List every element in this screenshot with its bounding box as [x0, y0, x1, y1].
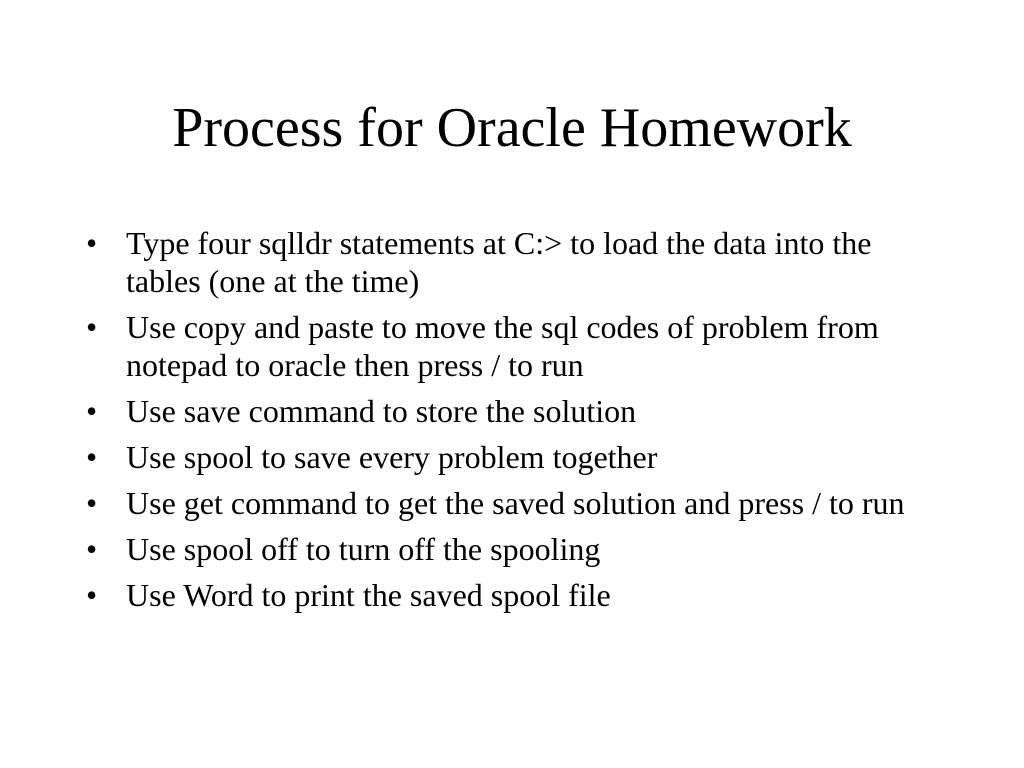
bullet-icon: •	[86, 225, 98, 261]
bullet-item	[84, 438, 944, 476]
bullet-text: Use Word to print the saved spool file	[126, 577, 611, 613]
bullet-item	[84, 576, 944, 614]
bullet-text: Use get command to get the saved solution and press / to run	[126, 485, 905, 521]
bullet-icon: •	[86, 393, 98, 429]
bullet-text: Use copy and paste to move the sql codes of problem from notepad to oracle then press / to run	[126, 309, 879, 383]
bullet-text: Type four sqlldr statements at C:> to load the data into the tables (one at the time)	[126, 225, 872, 299]
bullet-item	[84, 308, 944, 384]
bullet-icon: •	[86, 485, 98, 521]
bullet-item	[84, 224, 944, 300]
slide-title: Process for Oracle Homework	[172, 97, 852, 159]
bullet-item	[84, 484, 944, 522]
bullet-item	[84, 530, 944, 568]
bullet-item	[84, 392, 944, 430]
bullet-text: Use spool to save every problem together	[126, 439, 658, 475]
bullet-icon: •	[86, 577, 98, 613]
bullet-list	[84, 224, 944, 622]
bullet-text: Use save command to store the solution	[126, 393, 637, 429]
bullet-icon: •	[86, 439, 98, 475]
bullet-text: Use spool off to turn off the spooling	[126, 531, 601, 567]
bullet-icon: •	[86, 531, 98, 567]
bullet-icon: •	[86, 309, 98, 345]
